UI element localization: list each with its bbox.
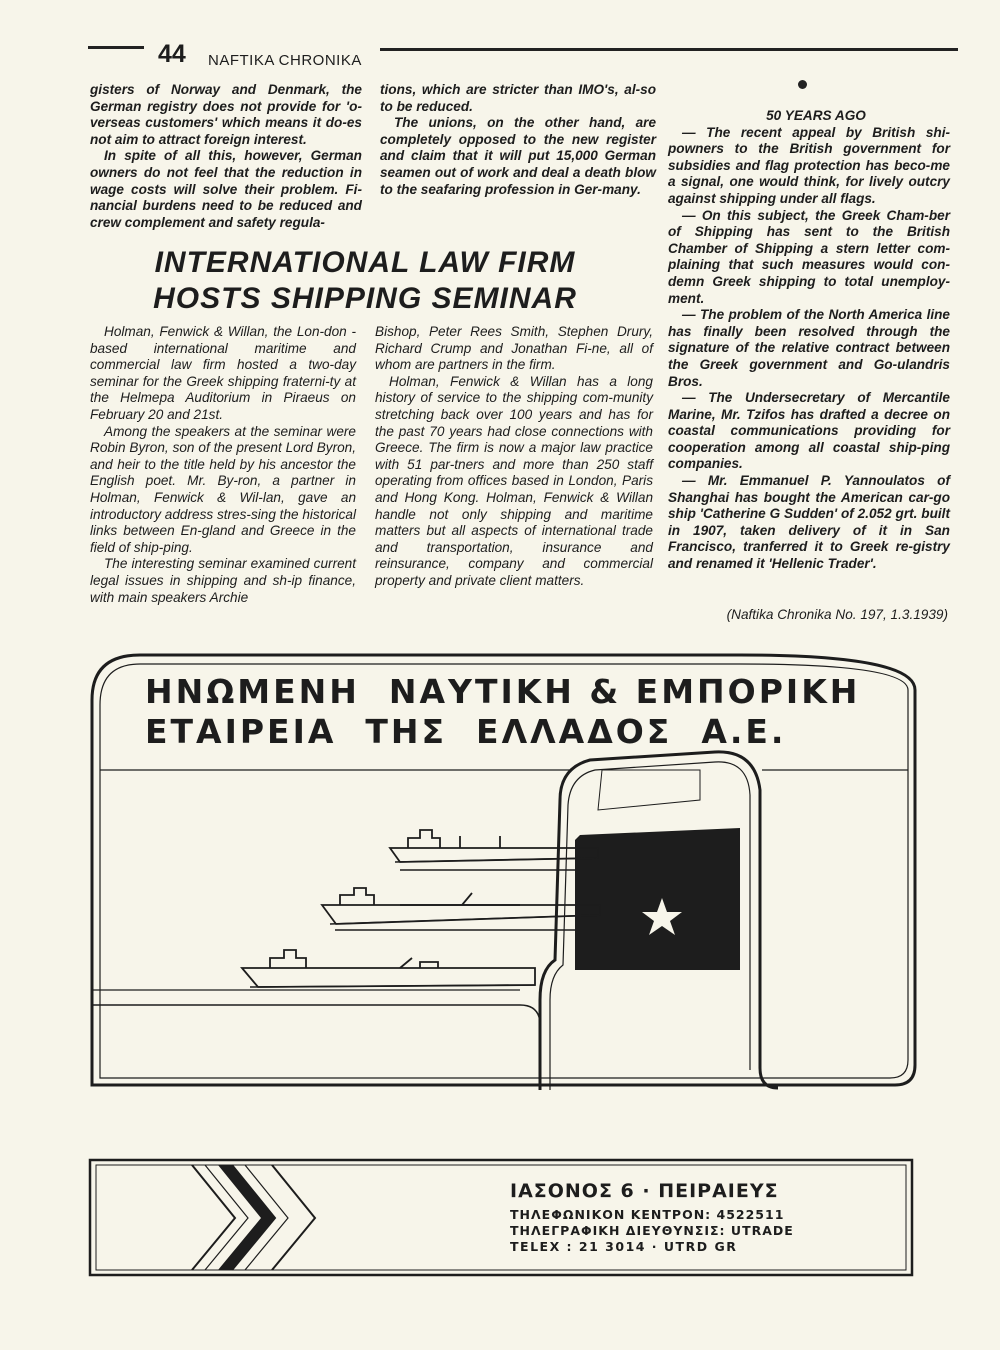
phone-label: ΤΗΛΕΦΩΝΙΚΟΝ ΚΕΝΤΡΟΝ: (510, 1207, 712, 1222)
paragraph: The interesting seminar examined current legal issues in shipping and sh-ip finance, with main speakers Archie (90, 556, 356, 605)
paragraph: Among the speakers at the seminar were Robin Byron, son of the present Lord Byron, and heir to the title held by his ancestor the English poet. Mr. By-ron, a partner in Holman, Fenwick & Wil-lan, gave an introductory address stres-sing the historical links between En-gland and Greece in the field of ship-ping. (90, 423, 356, 555)
paragraph: — The recent appeal by British shi-powners to the British government for subsidies and flag protection has beco-me a signal, one would think, for lively outcry against shipping under all flags. (668, 124, 950, 206)
publication-name: NAFTIKA CHRONIKA (208, 52, 362, 69)
advert-company-line-1: ΗΝΩΜΕΝΗ ΝΑΥΤΙΚΗ & ΕΜΠΟΡΙΚΗ (145, 672, 861, 711)
contact-box (90, 1160, 912, 1275)
paragraph: tions, which are stricter than IMO's, al-so to be reduced. (380, 82, 656, 114)
advert-telex-row (510, 1239, 737, 1254)
headline-line-1: INTERNATIONAL LAW FIRM (154, 246, 576, 279)
telex-number: 21 3014 · UTRD GR (578, 1239, 738, 1254)
page-number: 44 (158, 40, 186, 68)
phone-number: 4522511 (716, 1207, 785, 1222)
telex-label: TELEX : (510, 1239, 574, 1254)
paragraph: Bishop, Peter Rees Smith, Stephen Drury, Richard Crump and Jonathan Fi-ne, all of whom are partners in the firm. (375, 324, 653, 373)
paragraph: gisters of Norway and Denmark, the German registry does not provide for 'o-verseas customers' which means it do-es not aim to attract foreign interest. (90, 82, 362, 147)
paragraph: In spite of all this, however, German owners do not feel that the reduction in wage costs will solve their problem. Fi-nancial burdens need to be reduced and crew complement and safety regula- (90, 148, 362, 230)
cable-address: UTRADE (730, 1223, 794, 1238)
funnel-panel (575, 828, 740, 970)
advert-address: ΙΑΣΟΝΟΣ 6 · ΠΕΙΡΑΙΕΥΣ (510, 1180, 779, 1202)
paragraph: — Mr. Emmanuel P. Yannoulatos of Shanghai has bought the American car-go ship 'Catherine G Sudden' of 2.052 grt. built in 1907, taken delivery of it in San Francisco, tranferred it to Greek re-gistry and renamed it 'Hellenic Trader'. (668, 473, 950, 572)
paragraph: — The Undersecretary of Mercantile Marine, Mr. Tzifos has drafted a decree on coastal communications providing for cooperation among all coastal ship-ping companies. (668, 390, 950, 472)
paragraph: Holman, Fenwick & Willan has a long history of service to the shipping com-munity stretching back over 100 years and has for the past 70 years had close connections with Greece. The firm is now a major law practice with 51 par-tners and more than 250 staff operating from offices based in London, Paris and Hong Kong. Holman, Fenwick & Willan handle not only shipping and maritime matters but all aspects of international trade and transportation, insurance and reinsurance, company and commercial property and private client matters. (375, 373, 653, 588)
paragraph: Holman, Fenwick & Willan, the Lon-don - based international maritime and commercial law firm hosted a two-day seminar for the Greek shipping fraterni-ty at the Helmepa Auditorium in Piraeus on February 20 and 21st. (90, 324, 356, 422)
advert-cable-row (510, 1223, 794, 1238)
cable-label: ΤΗΛΕΓΡΑΦΙΚΗ ΔΙΕΥΘΥΝΣΙΣ: (510, 1223, 726, 1238)
citation: (Naftika Chronika No. 197, 1.3.1939) (726, 607, 948, 622)
chevron-icon (192, 1165, 235, 1270)
paragraph: The unions, on the other hand, are completely opposed to the new register and claim that it will put 15,000 German seamen out of work and deal a death blow to the seafaring profession in Ger-many. (380, 115, 656, 197)
ship-icon (242, 950, 535, 987)
advert-company-line-2: ΕΤΑΙΡΕΙΑ ΤΗΣ ΕΛΛΑΔΟΣ Α.Ε. (145, 712, 787, 751)
headline-line-2: HOSTS SHIPPING SEMINAR (153, 282, 577, 315)
advert-phone-row (510, 1207, 784, 1222)
paragraph: — On this subject, the Greek Cham-ber of Shipping has sent to the British Chamber of Shipping a stern letter com-plaining that such measures would con-demn Greek shipping to total unemploy-ment. (668, 207, 950, 306)
paragraph: — The problem of the North America line has finally been resolved through the signature of the relative contract between the Greek government and Go-ulandris Bros. (668, 307, 950, 389)
section-title: 50 YEARS AGO (766, 108, 866, 123)
